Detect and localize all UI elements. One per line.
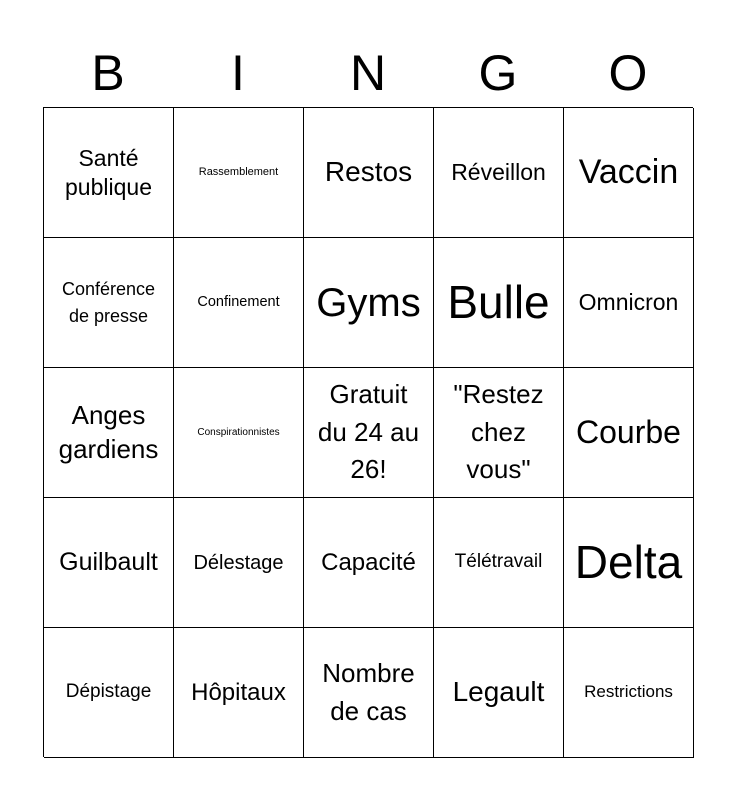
header-letter-o: O xyxy=(608,45,648,101)
header-letter-g: G xyxy=(478,45,518,101)
bingo-cell[interactable] xyxy=(174,368,304,498)
cell-label: Gratuit du 24 au 26! xyxy=(317,378,420,485)
bingo-cell[interactable] xyxy=(44,498,174,628)
bingo-cell[interactable] xyxy=(174,498,304,628)
bingo-cell[interactable] xyxy=(304,108,434,238)
bingo-cell[interactable] xyxy=(304,238,434,368)
bingo-card xyxy=(43,107,693,757)
bingo-cell[interactable] xyxy=(44,628,174,758)
cell-label: Réveillon xyxy=(451,159,546,186)
cell-label: Confinement xyxy=(197,293,280,310)
bingo-cell[interactable] xyxy=(304,368,434,498)
bingo-cell[interactable] xyxy=(434,628,564,758)
bingo-cell[interactable] xyxy=(434,368,564,498)
cell-label: Nombre de cas xyxy=(322,657,415,726)
bingo-cell[interactable] xyxy=(304,498,434,628)
cell-label: Restrictions xyxy=(584,682,673,702)
cell-label: "Restez chez vous" xyxy=(453,378,544,485)
cell-label: Télétravail xyxy=(454,551,543,573)
cell-label: Anges gardiens xyxy=(58,399,159,464)
cell-label: Conspirationnistes xyxy=(197,426,280,438)
cell-label: Gyms xyxy=(316,280,421,325)
bingo-cell[interactable] xyxy=(44,238,174,368)
bingo-cell[interactable] xyxy=(174,108,304,238)
cell-label: Santé publique xyxy=(65,144,152,200)
bingo-cell[interactable] xyxy=(564,628,694,758)
bingo-cell[interactable] xyxy=(44,108,174,238)
cell-label: Omnicron xyxy=(578,289,679,316)
cell-label: Courbe xyxy=(576,413,681,450)
cell-label: Bulle xyxy=(447,275,550,328)
bingo-cell[interactable] xyxy=(174,238,304,368)
bingo-cell[interactable] xyxy=(434,498,564,628)
bingo-header xyxy=(43,42,693,104)
cell-label: Legault xyxy=(452,676,545,708)
bingo-cell[interactable] xyxy=(434,108,564,238)
cell-label: Delta xyxy=(574,535,683,588)
bingo-cell[interactable] xyxy=(564,498,694,628)
cell-label: Dépistage xyxy=(65,681,152,703)
cell-label: Vaccin xyxy=(578,153,679,192)
bingo-cell[interactable] xyxy=(564,368,694,498)
bingo-cell[interactable] xyxy=(304,628,434,758)
bingo-cell[interactable] xyxy=(174,628,304,758)
cell-label: Hôpitaux xyxy=(191,678,286,706)
header-letter-b: B xyxy=(91,45,125,101)
cell-label: Capacité xyxy=(321,548,416,576)
cell-label: Rassemblement xyxy=(198,165,279,178)
cell-label: Conférence de presse xyxy=(61,278,156,326)
bingo-cell[interactable] xyxy=(434,238,564,368)
header-letter-n: N xyxy=(349,45,387,101)
header-letter-i: I xyxy=(231,45,245,101)
bingo-cell[interactable] xyxy=(564,238,694,368)
cell-label: Restos xyxy=(324,156,413,188)
bingo-cell[interactable] xyxy=(564,108,694,238)
cell-label: Guilbault xyxy=(59,547,158,576)
cell-label: Délestage xyxy=(193,551,284,574)
bingo-cell[interactable] xyxy=(44,368,174,498)
